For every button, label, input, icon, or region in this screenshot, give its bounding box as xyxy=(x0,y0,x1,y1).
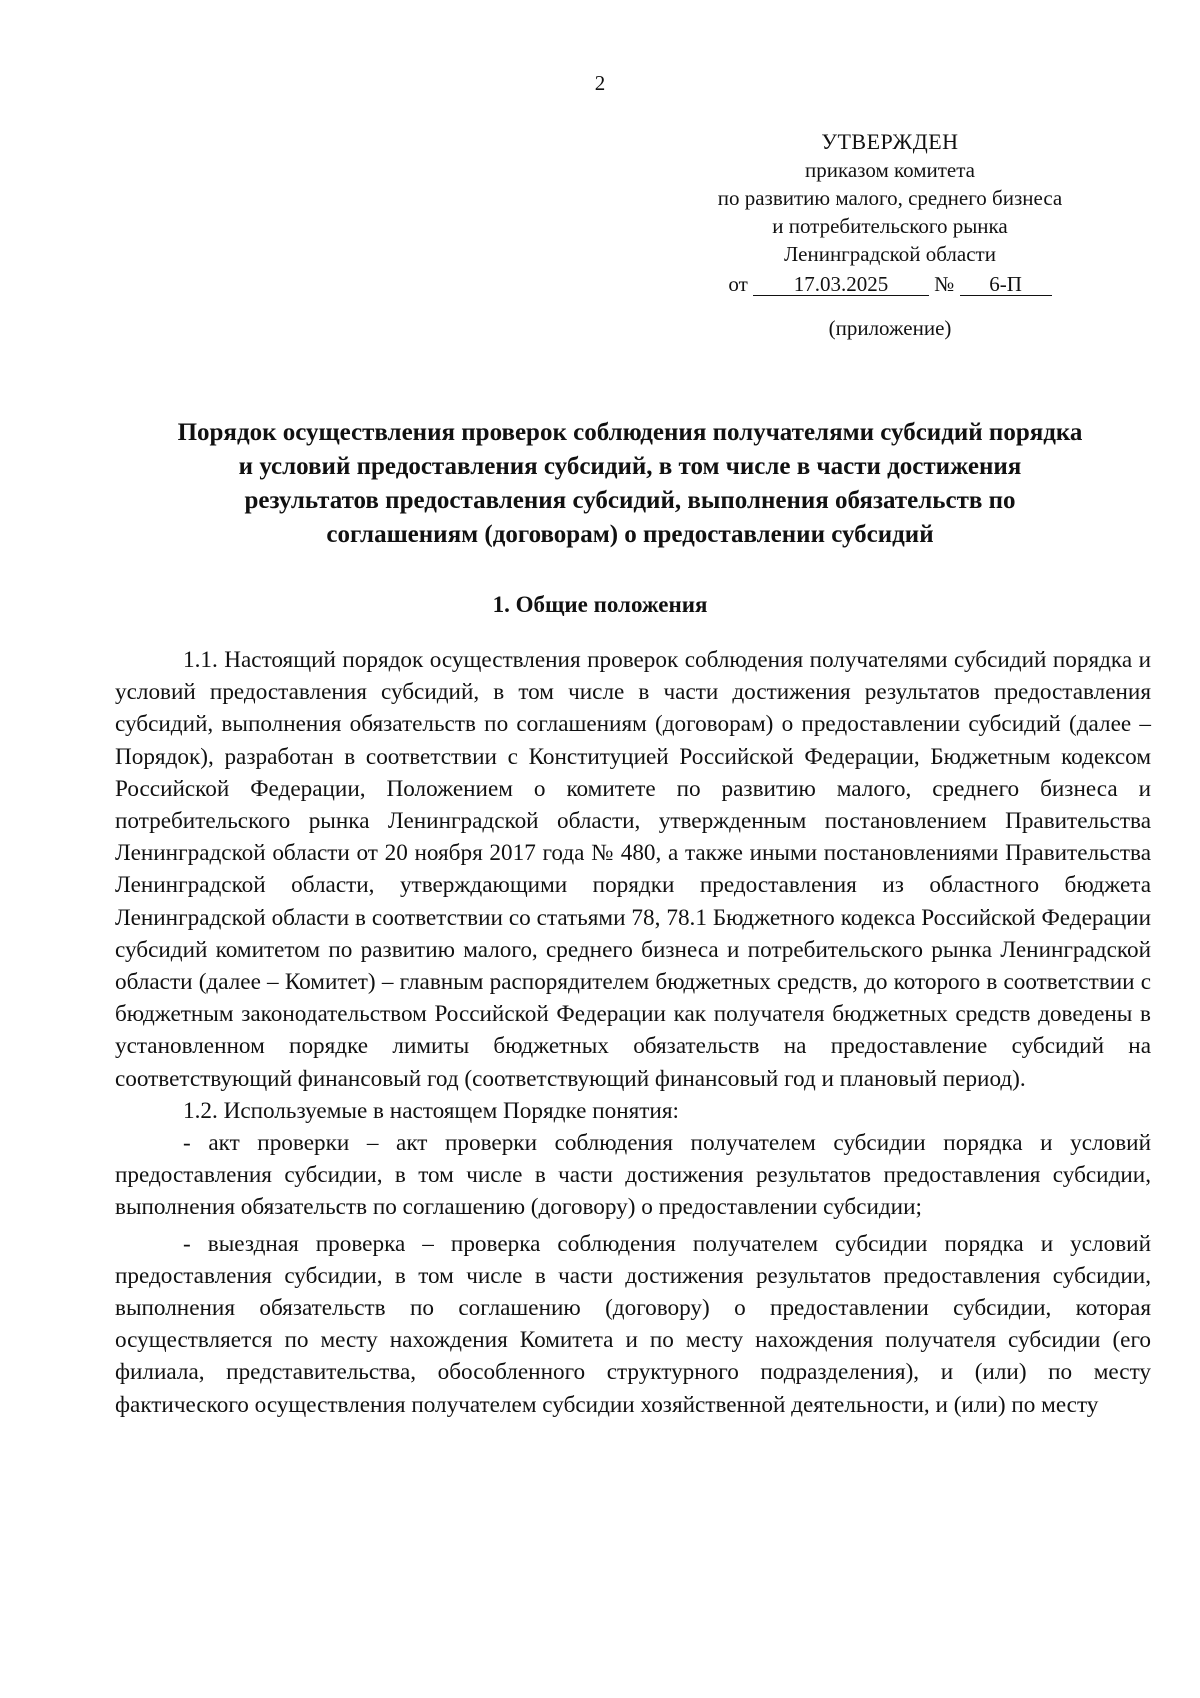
document-title xyxy=(112,416,1148,552)
date-prefix: от xyxy=(728,272,748,296)
paragraph: 1.2. Используемые в настоящем Порядке понятия: xyxy=(183,1097,679,1124)
approval-date-line xyxy=(660,270,1120,298)
title-line: Порядок осуществления проверок соблюдения получателями субсидий порядка xyxy=(177,419,1083,446)
number-prefix: № xyxy=(934,272,955,296)
document-body xyxy=(115,644,1151,1421)
title-line: результатов предоставления субсидий, выполнения обязательств по xyxy=(244,487,1016,514)
title-line: соглашениям (договорам) о предоставлении субсидий xyxy=(326,521,934,548)
approval-line: приказом комитета xyxy=(804,158,975,182)
definition-item: - акт проверки – акт проверки соблюдения получателем субсидии порядка и условий предоставления субсидии, в том числе в части достижения результатов предоставления субсидии, выполнения обязательств по соглашению (договору) о предоставлении субсидии; xyxy=(115,1130,1151,1221)
appendix-label: (приложение) xyxy=(828,316,952,340)
approval-line: и потребительского рынка xyxy=(772,214,1008,238)
approval-date: 17.03.2025 xyxy=(753,273,929,296)
page-number: 2 xyxy=(594,71,606,95)
section-heading: 1. Общие положения xyxy=(492,592,708,617)
approval-line: Ленинградской области xyxy=(784,242,996,266)
title-line: и условий предоставления субсидий, в том числе в части достижения xyxy=(238,453,1022,480)
approval-block xyxy=(660,128,1120,342)
definition-item: - выездная проверка – проверка соблюдения получателем субсидии порядка и условий предоставления субсидии, в том числе в части достижения результатов предоставления субсидии, выполнения обязательств по соглашению (договору) о предоставлении субсидии, которая осуществляется по месту нахождения Комитета и по месту нахождения получателя субсидии (его филиала, представительства, обособленного структурного подразделения), и (или) по месту фактического осуществления получателем субсидии хозяйственной деятельности, и (или) по месту xyxy=(115,1230,1151,1418)
approval-line: по развитию малого, среднего бизнеса xyxy=(717,186,1063,210)
approval-heading: УТВЕРЖДЕН xyxy=(821,129,959,154)
paragraph: 1.1. Настоящий порядок осуществления проверок соблюдения получателями субсидий порядка и условий предоставления субсидий, в том числе в части достижения результатов предоставления субсидий, выполнения обязательств по соглашениям (договорам) о предоставлении субсидий (далее – Порядок), разработан в соответствии с Конституцией Российской Федерации, Бюджетным кодексом Российской Федерации, Положением о комитете по развитию малого, среднего бизнеса и потребительского рынка Ленинградской области, утвержденным постановлением Правительства Ленинградской области от 20 ноября 2017 года № 480, а также иными постановлениями Правительства Ленинградской области, утверждающими порядки предоставления из областного бюджета Ленинградской области в соответствии со статьями 78, 78.1 Бюджетного кодекса Российской Федерации субсидий комитетом по развитию малого, среднего бизнеса и потребительского рынка Ленинградской области (далее – Комитет) – главным распорядителем бюджетных средств, до которого в соответствии с бюджетным законодательством Российской Федерации как получателя бюджетных средств доведены в установленном порядке лимиты бюджетных обязательств на предоставление субсидий на соответствующий финансовый год (соответствующий финансовый год и плановый период). xyxy=(115,647,1151,1092)
approval-number: 6-П xyxy=(960,273,1052,296)
